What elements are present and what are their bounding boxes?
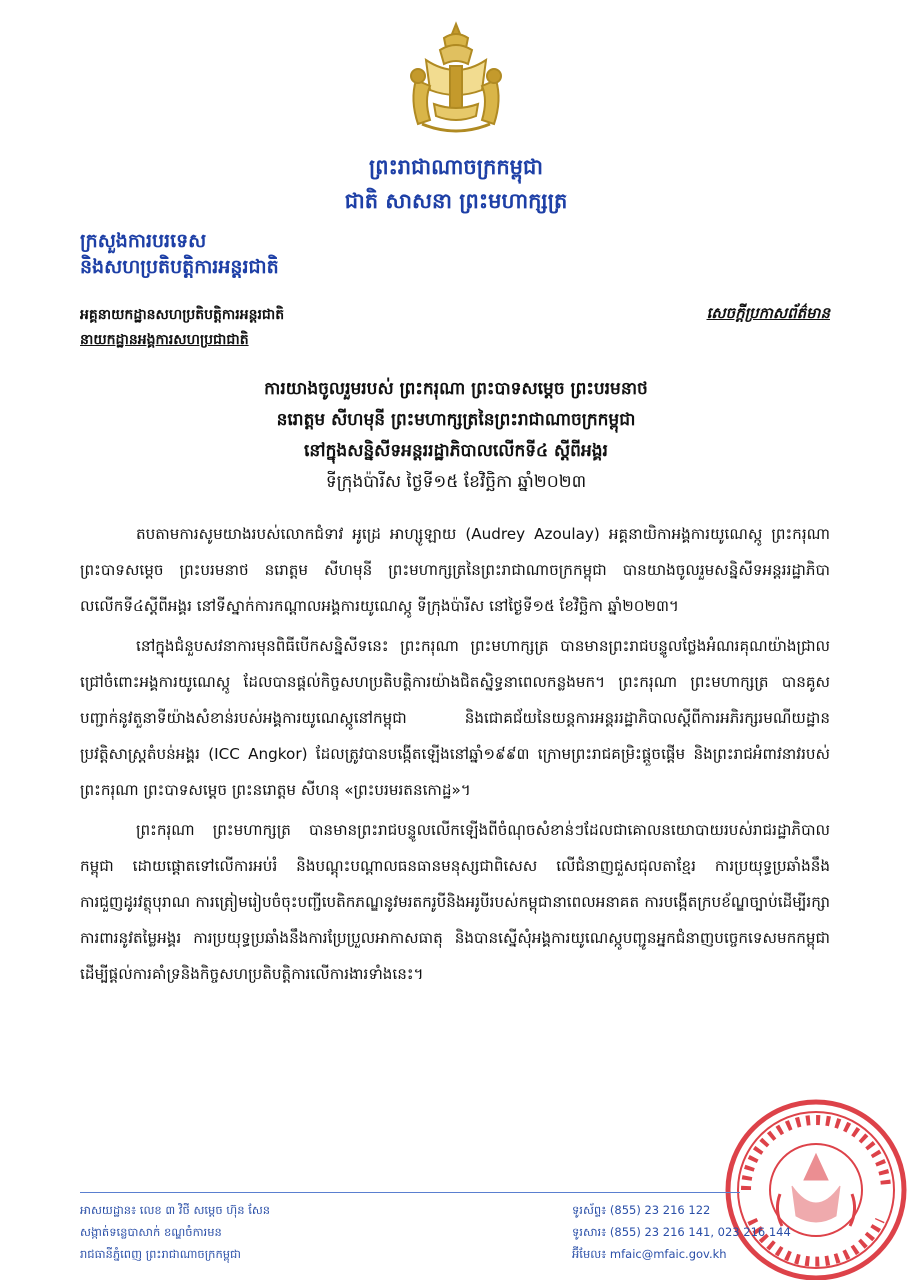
department-block	[80, 303, 284, 353]
body-paragraph-2: នៅក្នុងជំនួបសវនាការមុនពិធីបើកសន្និសីទនេះ ព្រះករុណា ព្រះមហាក្សត្រ បានមានព្រះរាជបន្ទូលថ្លែងអំណរគុណយ៉ាងជ្រាលជ្រៅចំពោះអង្គការយូណេស្កូ ដែលបានផ្តល់កិច្ចសហប្រតិបត្តិការយ៉ាងជិតស្និទ្ធនាពេលកន្លងមក។ ព្រះករុណា ព្រះមហាក្សត្រ បានគូសបញ្ជាក់នូវតួនាទីយ៉ាងសំខាន់របស់អង្គការយូណេស្កូនៅកម្ពុជា និងជោគជ័យនៃយន្តការអន្តររដ្ឋាភិបាលស្តីពីការអភិរក្សរមណីយដ្ឋានប្រវត្តិសាស្ត្រតំបន់អង្គរ (ICC Angkor) ដែលត្រូវបានបង្កើតឡើងនៅឆ្នាំ១៩៩៣ ក្រោមព្រះរាជគម្រិះផ្តួចផ្តើម និងព្រះរាជអំពាវនាវរបស់ ព្រះករុណា ព្រះបាទសម្តេច ព្រះនរោត្តម សីហនុ «ព្រះបរមរតនកោដ្ឋ»។	[80, 637, 830, 799]
footer-divider	[80, 1192, 740, 1193]
kingdom-heading	[0, 150, 912, 218]
title-line-2: នរោត្តម សីហមុនី ព្រះមហាក្សត្រនៃព្រះរាជាណាចក្រកម្ពុជា	[276, 410, 636, 430]
press-release-label: សេចក្តីប្រកាសព័ត៌មាន	[706, 304, 830, 322]
phone-number: ទូរស័ព្ទ៖ (855) 23 216 122	[572, 1203, 711, 1217]
email-address[interactable]: អ៊ីមែល៖ mfaic@mfaic.gov.kh	[572, 1247, 727, 1261]
title-date-line: ទីក្រុងប៉ារីស ថ្ងៃទី១៥ ខែវិច្ឆិកា ឆ្នាំ២០២៣	[325, 472, 587, 492]
footer-contacts	[572, 1199, 791, 1265]
un-department: នាយកដ្ឋានអង្គការសហប្រជាជាតិ	[80, 332, 249, 348]
body-paragraph-1: តបតាមការសូមយាងរបស់លោកជំទាវ អូដ្រេ អាហ្សូឡាយ (Audrey Azoulay) អគ្គនាយិកាអង្គការយូណេស្កូ ព្រះករុណា ព្រះបាទសម្តេច ព្រះបរមនាថ នរោត្តម សីហមុនី ព្រះមហាក្សត្រនៃព្រះរាជាណាចក្រកម្ពុជា បានយាងចូលរួមសន្និសីទអន្តររដ្ឋាភិបាលលើកទី៤ស្តីពីអង្គរ នៅទីស្នាក់ការកណ្តាលអង្គការយូណេស្កូ ទីក្រុងប៉ារីស នៅថ្ងៃទី១៥ ខែវិច្ឆិកា ឆ្នាំ២០២៣។	[80, 525, 830, 615]
title-line-3: នៅក្នុងសន្និសីទអន្តររដ្ឋាភិបាលលើកទី៤ ស្តីពីអង្គរ	[304, 441, 608, 461]
national-motto: ជាតិ សាសនា ព្រះមហាក្សត្រ	[344, 189, 568, 213]
ministry-line-2: និងសហប្រតិបត្តិការអន្តរជាតិ	[80, 256, 279, 278]
document-body	[80, 516, 830, 996]
address-line-2: សង្កាត់ទន្លេបាសាក់ ខណ្ឌចំការមន	[80, 1225, 222, 1239]
footer-address	[80, 1199, 270, 1265]
royal-coat-of-arms-emblem	[396, 20, 516, 142]
title-line-1: ការយាងចូលរួមរបស់ ព្រះករុណា ព្រះបាទសម្តេច ព្រះបរមនាថ	[264, 379, 648, 399]
document-title	[100, 374, 812, 498]
address-line-3: រាជធានីភ្នំពេញ ព្រះរាជាណាចក្រកម្ពុជា	[80, 1247, 241, 1261]
address-line-1: អាសយដ្ឋាន៖ លេខ ៣ វិថី សម្តេច ហ៊ុន សែន	[80, 1203, 271, 1217]
fax-number: ទូរសារ៖ (855) 23 216 141, 023 216 144	[572, 1225, 791, 1239]
ministry-name	[80, 228, 279, 280]
kingdom-name: ព្រះរាជាណាចក្រកម្ពុជា	[368, 155, 543, 179]
body-paragraph-3: ព្រះករុណា ព្រះមហាក្សត្រ បានមានព្រះរាជបន្ទូលលើកឡើងពីចំណុចសំខាន់ៗដែលជាគោលនយោបាយរបស់រាជរដ្ឋាភិបាលកម្ពុជា ដោយផ្តោតទៅលើការអប់រំ និងបណ្តុះបណ្តាលធនធានមនុស្សជាពិសេស លើជំនាញជួសជុលតាខ្មែរ ការប្រយុទ្ធប្រឆាំងនឹងការជួញដូរវត្ថុបុរាណ ការត្រៀមរៀបចំចុះបញ្ជីបេតិកភណ្ឌនូវមរតករូបីនិងអរូបីរបស់កម្ពុជានាពេលអនាគត ការបង្កើតក្របខ័ណ្ឌច្បាប់ដើម្បីរក្សាការពារនូវតម្លៃអង្គរ ការប្រយុទ្ធប្រឆាំងនឹងការប្រែប្រួលអាកាសធាតុ និងបានស្នើសុំអង្គការយូណេស្កូបញ្ជូនអ្នកជំនាញបច្ចេកទេសមកកម្ពុជា ដើម្បីផ្តល់ការគាំទ្រនិងកិច្ចសហប្រតិបត្តិការលើការងារទាំងនេះ។	[80, 821, 830, 983]
ministry-line-1: ក្រសួងការបរទេស	[80, 230, 207, 252]
general-department: អគ្គនាយកដ្ឋានសហប្រតិបត្តិការអន្តរជាតិ	[80, 307, 285, 323]
